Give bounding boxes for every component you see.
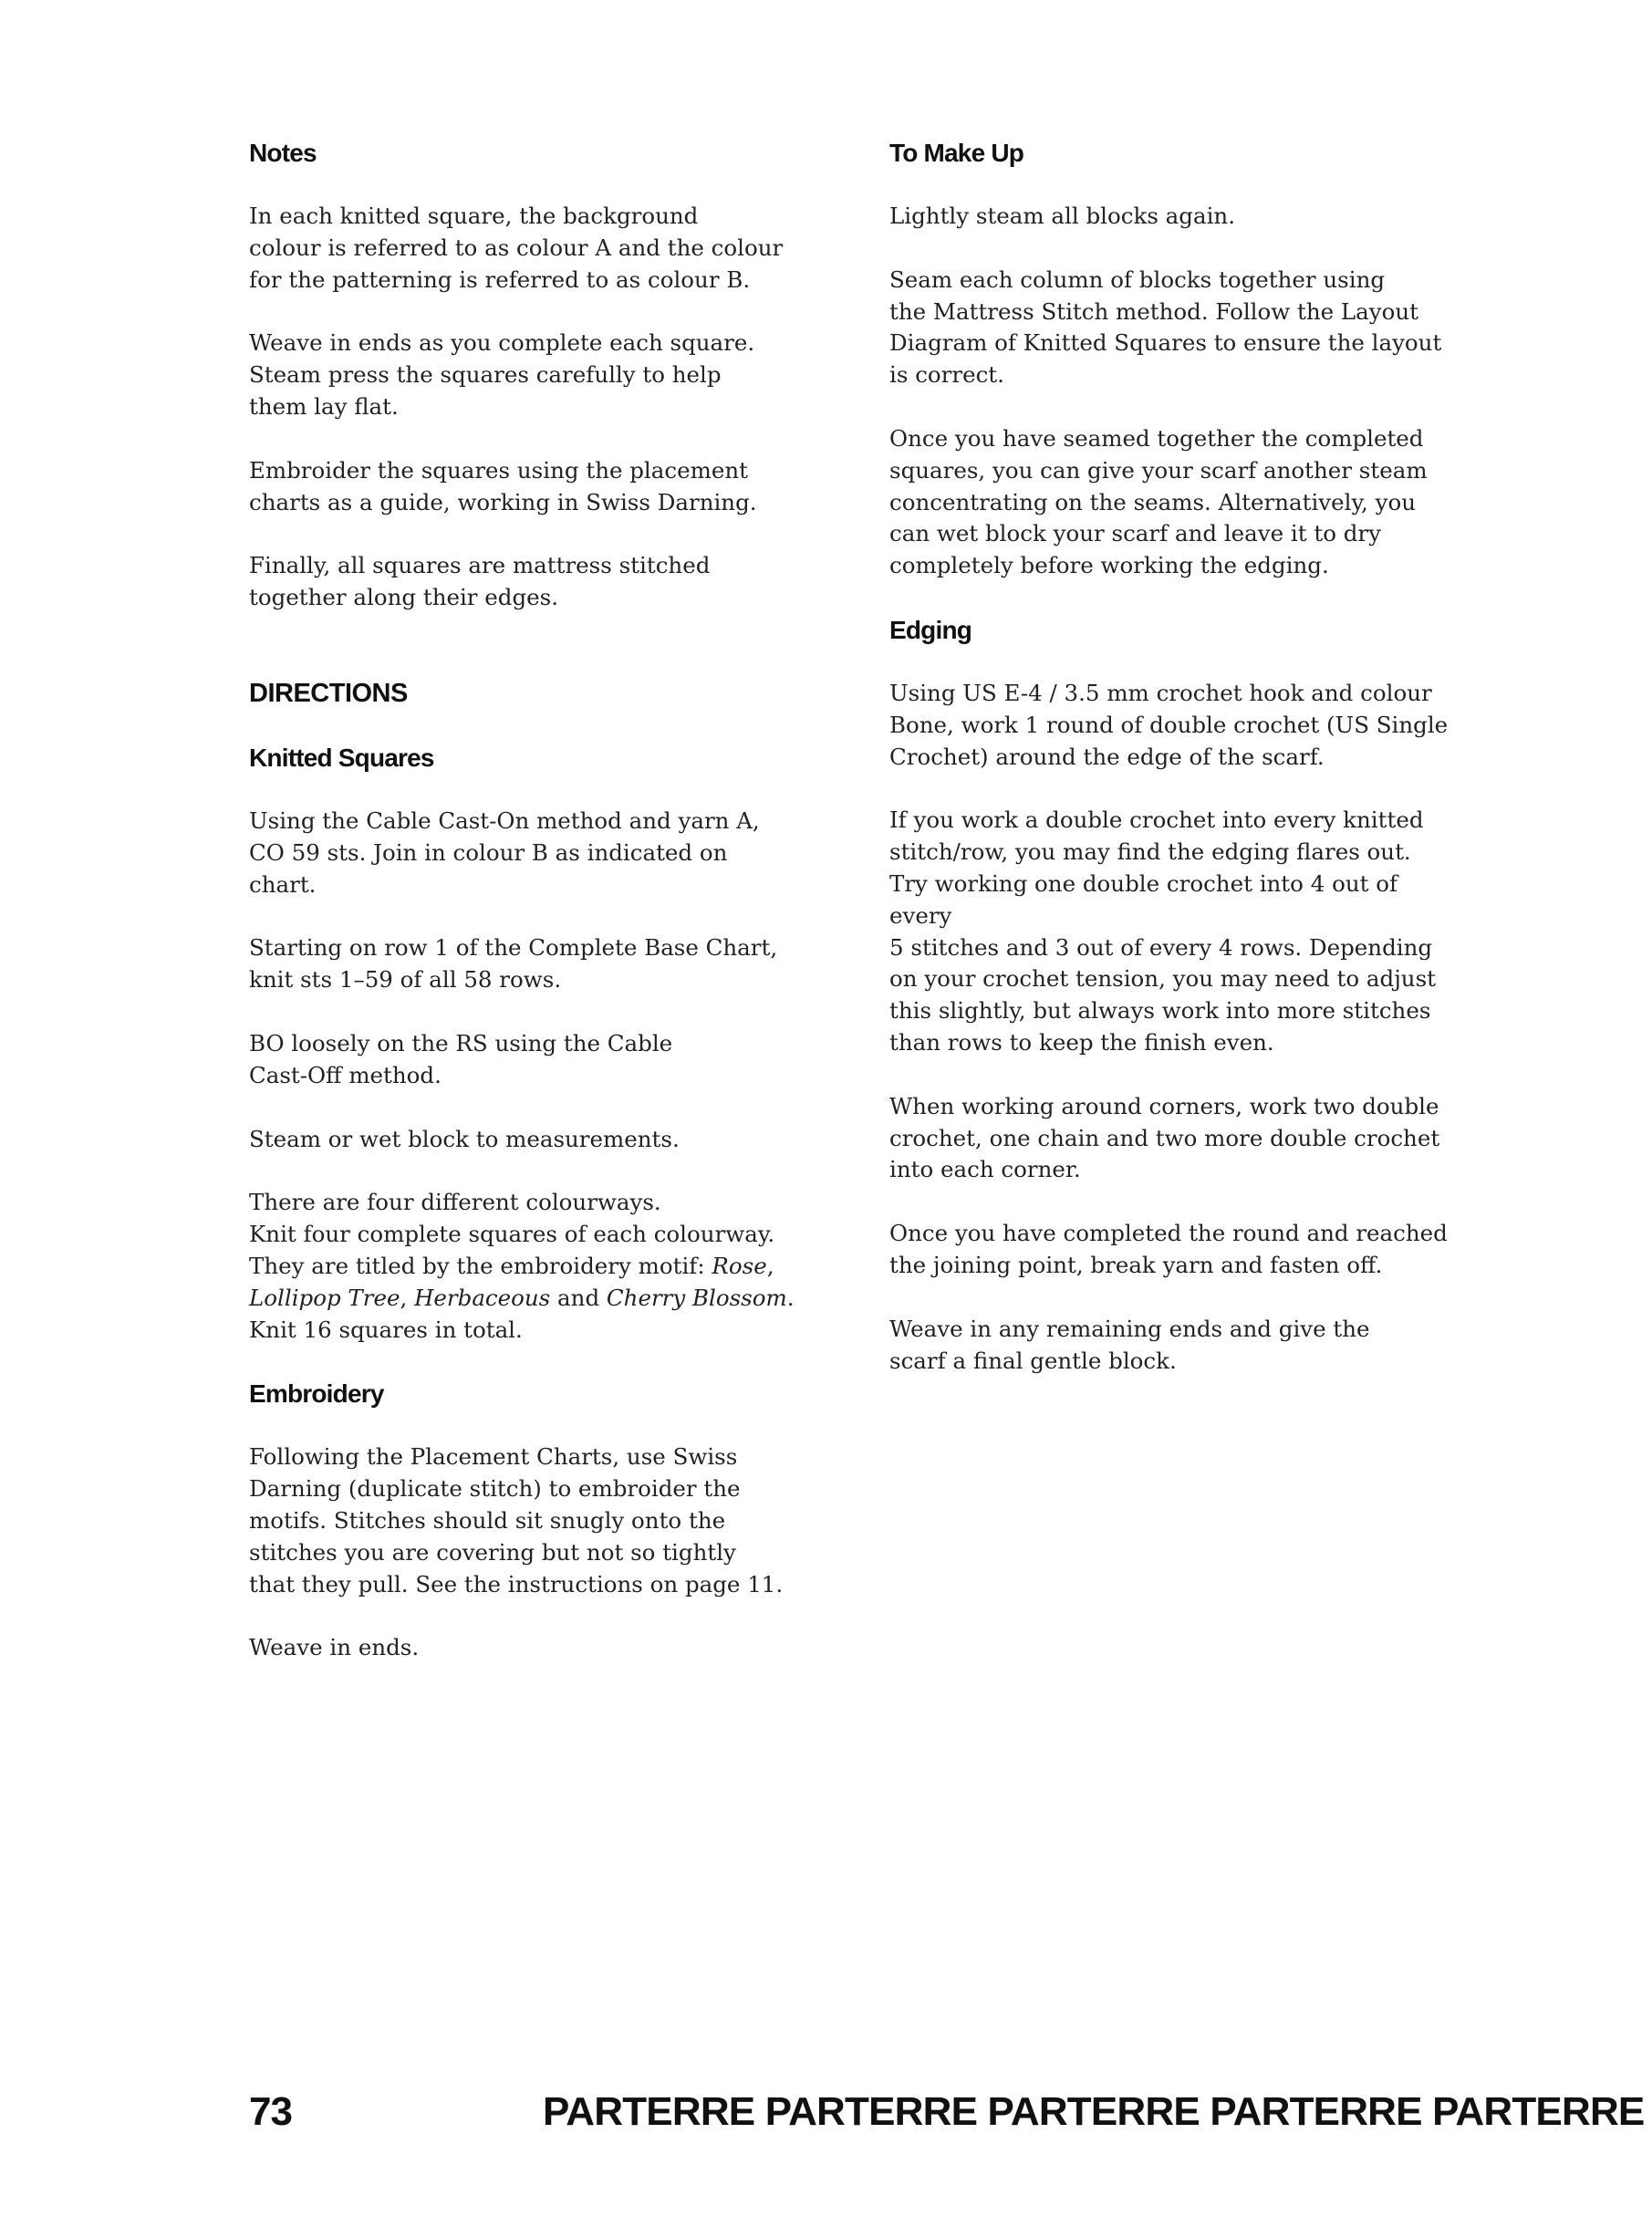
colourways-paragraph: There are four different colourways. Knit four complete squares of each colourway. They are titled by the embroidery motif: Rose, Lollipop Tree, Herbaceous and Cherry Blossom. Knit 16 squares in total. [249, 1189, 795, 1343]
knitted-paragraph-1: Using the Cable Cast-On method and yarn A, CO 59 sts. Join in colour B as indicated on chart. [249, 807, 760, 898]
edging-paragraph-1: Using US E-4 / 3.5 mm crochet hook and colour Bone, work 1 round of double crochet (US Single Crochet) around the edge of the scarf. [889, 679, 1449, 770]
edging-paragraph-2: If you work a double crochet into every knitted stitch/row, you may find the edging flares out. Try working one double crochet into 4 out of every 5 stitches and 3 out of every 4 rows. Depending on your crochet tension, you may need to adjust this slightly, but always work into more stitches than rows to keep the finish even. [889, 807, 1436, 1056]
left-column [249, 137, 796, 1664]
makeup-paragraph-3: Once you have seamed together the completed squares, you can give your scarf another steam concentrating on the seams. Alternatively, you can wet block your scarf and leave it to dry completely before working the edging. [889, 424, 1428, 579]
running-title: PARTERRE PARTERRE PARTERRE PARTERRE PARTERRE [543, 2089, 1645, 2134]
embroidery-heading: Embroidery [249, 1379, 384, 1409]
knitted-paragraph-3: BO loosely on the RS using the Cable Cast-Off method. [249, 1029, 673, 1088]
page-number: 73 [249, 2089, 292, 2134]
knitted-squares-heading: Knitted Squares [249, 743, 434, 772]
directions-heading: DIRECTIONS [249, 678, 408, 708]
notes-paragraph-1: In each knitted square, the background colour is referred to as colour A and the colour for the patterning is referred to as colour B. [249, 203, 784, 293]
to-make-up-heading: To Make Up [889, 139, 1024, 167]
right-column [889, 137, 1455, 1377]
notes-paragraph-3: Embroider the squares using the placement charts as a guide, working in Swiss Darning. [249, 456, 757, 515]
notes-paragraph-2: Weave in ends as you complete each square. Steam press the squares carefully to help them lay flat. [249, 329, 755, 420]
edging-heading: Edging [889, 615, 972, 644]
makeup-paragraph-2: Seam each column of blocks together using the Mattress Stitch method. Follow the Layout Diagram of Knitted Squares to ensure the layout is correct. [889, 265, 1442, 389]
knitted-paragraph-4: Steam or wet block to measurements. [249, 1125, 680, 1152]
embroidery-paragraph-2: Weave in ends. [249, 1634, 420, 1661]
edging-paragraph-5: Weave in any remaining ends and give the scarf a final gentle block. [889, 1315, 1370, 1374]
knitted-paragraph-2: Starting on row 1 of the Complete Base Chart, knit sts 1–59 of all 58 rows. [249, 934, 778, 994]
page-footer [249, 2089, 1645, 2144]
embroidery-paragraph-1: Following the Placement Charts, use Swiss Darning (duplicate stitch) to embroider the motifs. Stitches should sit snugly onto the stitches you are covering but not so tightly that they pull. See the instructions on page 11. [249, 1443, 784, 1597]
edging-paragraph-4: Once you have completed the round and reached the joining point, break yarn and fasten off. [889, 1220, 1448, 1278]
makeup-paragraph-1: Lightly steam all blocks again. [889, 203, 1235, 229]
notes-heading: Notes [249, 139, 317, 167]
edging-paragraph-3: When working around corners, work two double crochet, one chain and two more double crochet into each corner. [889, 1092, 1440, 1183]
notes-paragraph-4: Finally, all squares are mattress stitched together along their edges. [249, 552, 711, 611]
